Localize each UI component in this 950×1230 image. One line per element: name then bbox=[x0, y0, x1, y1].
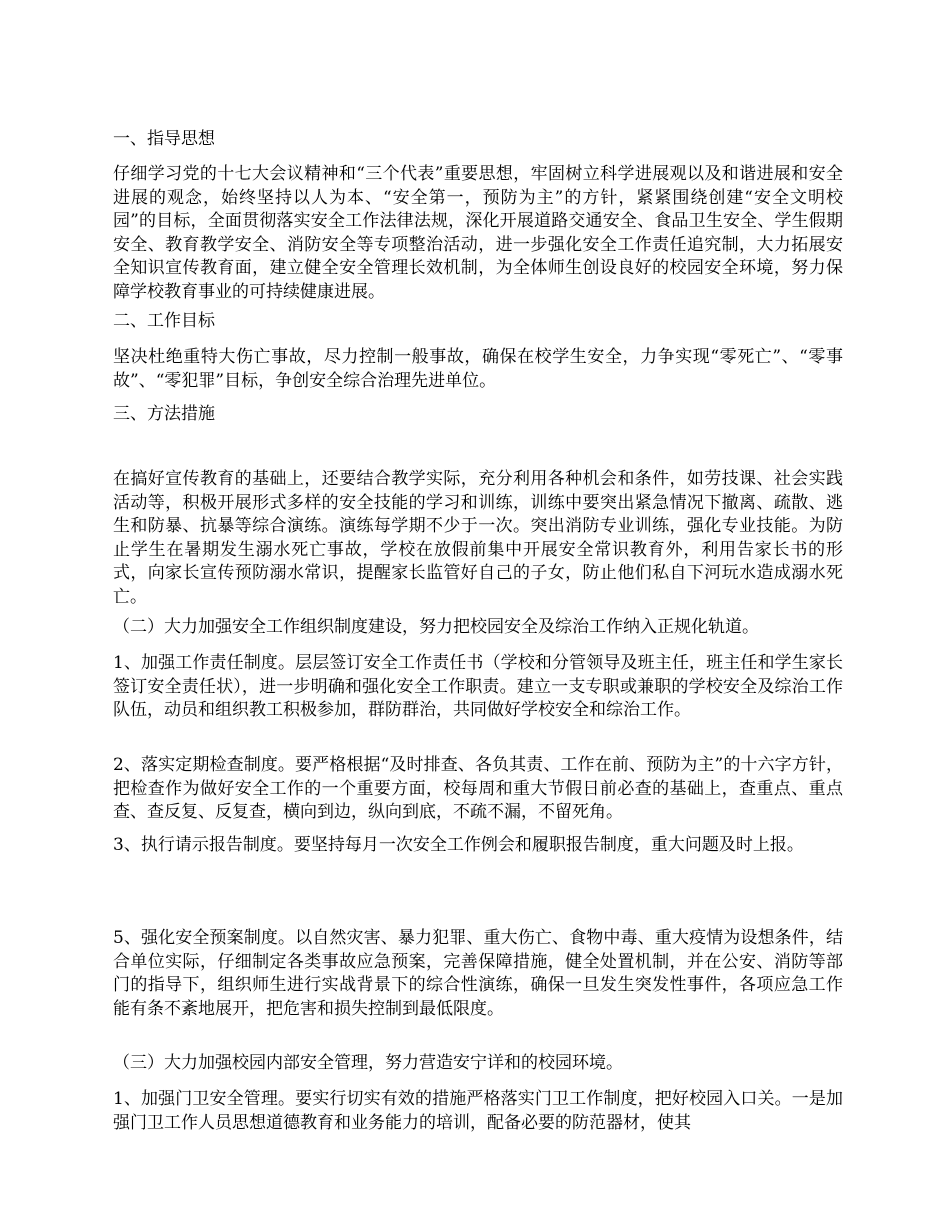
subsection-heading-internal-management: （三）大力加强校园内部安全管理，努力营造安宁详和的校园环境。 bbox=[113, 1053, 623, 1073]
subsection-heading-organization-system: （二）大力加强安全工作组织制度建设，努力把校园安全及综治工作纳入正规化轨道。 bbox=[113, 617, 759, 637]
paragraph-responsibility-system: 1、加强工作责任制度。层层签订安全工作责任书（学校和分管领导及班主任，班主任和学生家长签订安全责任状），进一步明确和强化安全工作职责。建立一支专职或兼职的学校安全及综治工作队伍，动员和组织教工积极参加，群防群治，共同做好学校安全和综治工作。 bbox=[113, 653, 843, 720]
paragraph-reporting-system: 3、执行请示报告制度。要坚持每月一次安全工作例会和履职报告制度，重大问题及时上报。 bbox=[113, 835, 804, 855]
paragraph-safety-training: 在搞好宣传教育的基础上，还要结合教学实际，充分利用各种机会和条件，如劳技课、社会实践活动等，积极开展形式多样的安全技能的学习和训练，训练中要突出紧急情况下撤离、疏散、逃生和防暴、抗暴等综合演练。演练每学期不少于一次。突出消防专业训练，强化专业技能。为防止学生在暑期发生溺水死亡事故，学校在放假前集中开展安全常识教育外，利用告家长书的形式，向家长宣传预防溺水常识，提醒家长监管好自己的子女，防止他们私自下河玩水造成溺水死亡。 bbox=[113, 469, 843, 607]
paragraph-regular-inspection: 2、落实定期检查制度。要严格根据“及时排查、各负其责、工作在前、预防为主”的十六字方针，把检查作为做好安全工作的一个重要方面，校每周和重大节假日前必查的基础上，查重点、重点查、查反复、反复查，横向到边，纵向到底，不疏不漏，不留死角。 bbox=[113, 755, 843, 822]
paragraph-gate-security: 1、加强门卫安全管理。要实行切实有效的措施严格落实门卫工作制度，把好校园入口关。一是加强门卫工作人员思想道德教育和业务能力的培训，配备必要的防范器材，使其 bbox=[113, 1089, 843, 1133]
paragraph-guiding-ideology: 仔细学习党的十七大会议精神和“三个代表”重要思想，牢固树立科学进展观以及和谐进展和安全进展的观念，始终坚持以人为本、“安全第一，预防为主”的方针，紧紧围绕创建“安全文明校园”的目标，全面贯彻落实安全工作法律法规，深化开展道路交通安全、食品卫生安全、学生假期安全、教育教学安全、消防安全等专项整治活动，进一步强化安全工作责任追究制，大力拓展安全知识宣传教育面，建立健全安全管理长效机制，为全体师生创设良好的校园安全环境，努力保障学校教育事业的可持续健康进展。 bbox=[113, 164, 843, 302]
section-heading-measures: 三、方法措施 bbox=[113, 404, 215, 424]
paragraph-work-goals: 坚决杜绝重特大伤亡事故，尽力控制一般事故，确保在校学生安全，力争实现“零死亡”、“零事故”、“零犯罪”目标，争创安全综合治理先进单位。 bbox=[113, 347, 843, 391]
section-heading-guiding-ideology: 一、指导思想 bbox=[113, 129, 215, 149]
section-heading-work-goals: 二、工作目标 bbox=[113, 311, 215, 331]
paragraph-emergency-plan: 5、强化安全预案制度。以自然灾害、暴力犯罪、重大伤亡、食物中毒、重大疫情为设想条件，结合单位实际，仔细制定各类事故应急预案，完善保障措施，健全处置机制，并在公安、消防等部门的指导下，组织师生进行实战背景下的综合性演练，确保一旦发生突发性事件，各项应急工作能有条不紊地展开，把危害和损失控制到最低限度。 bbox=[113, 928, 843, 1019]
